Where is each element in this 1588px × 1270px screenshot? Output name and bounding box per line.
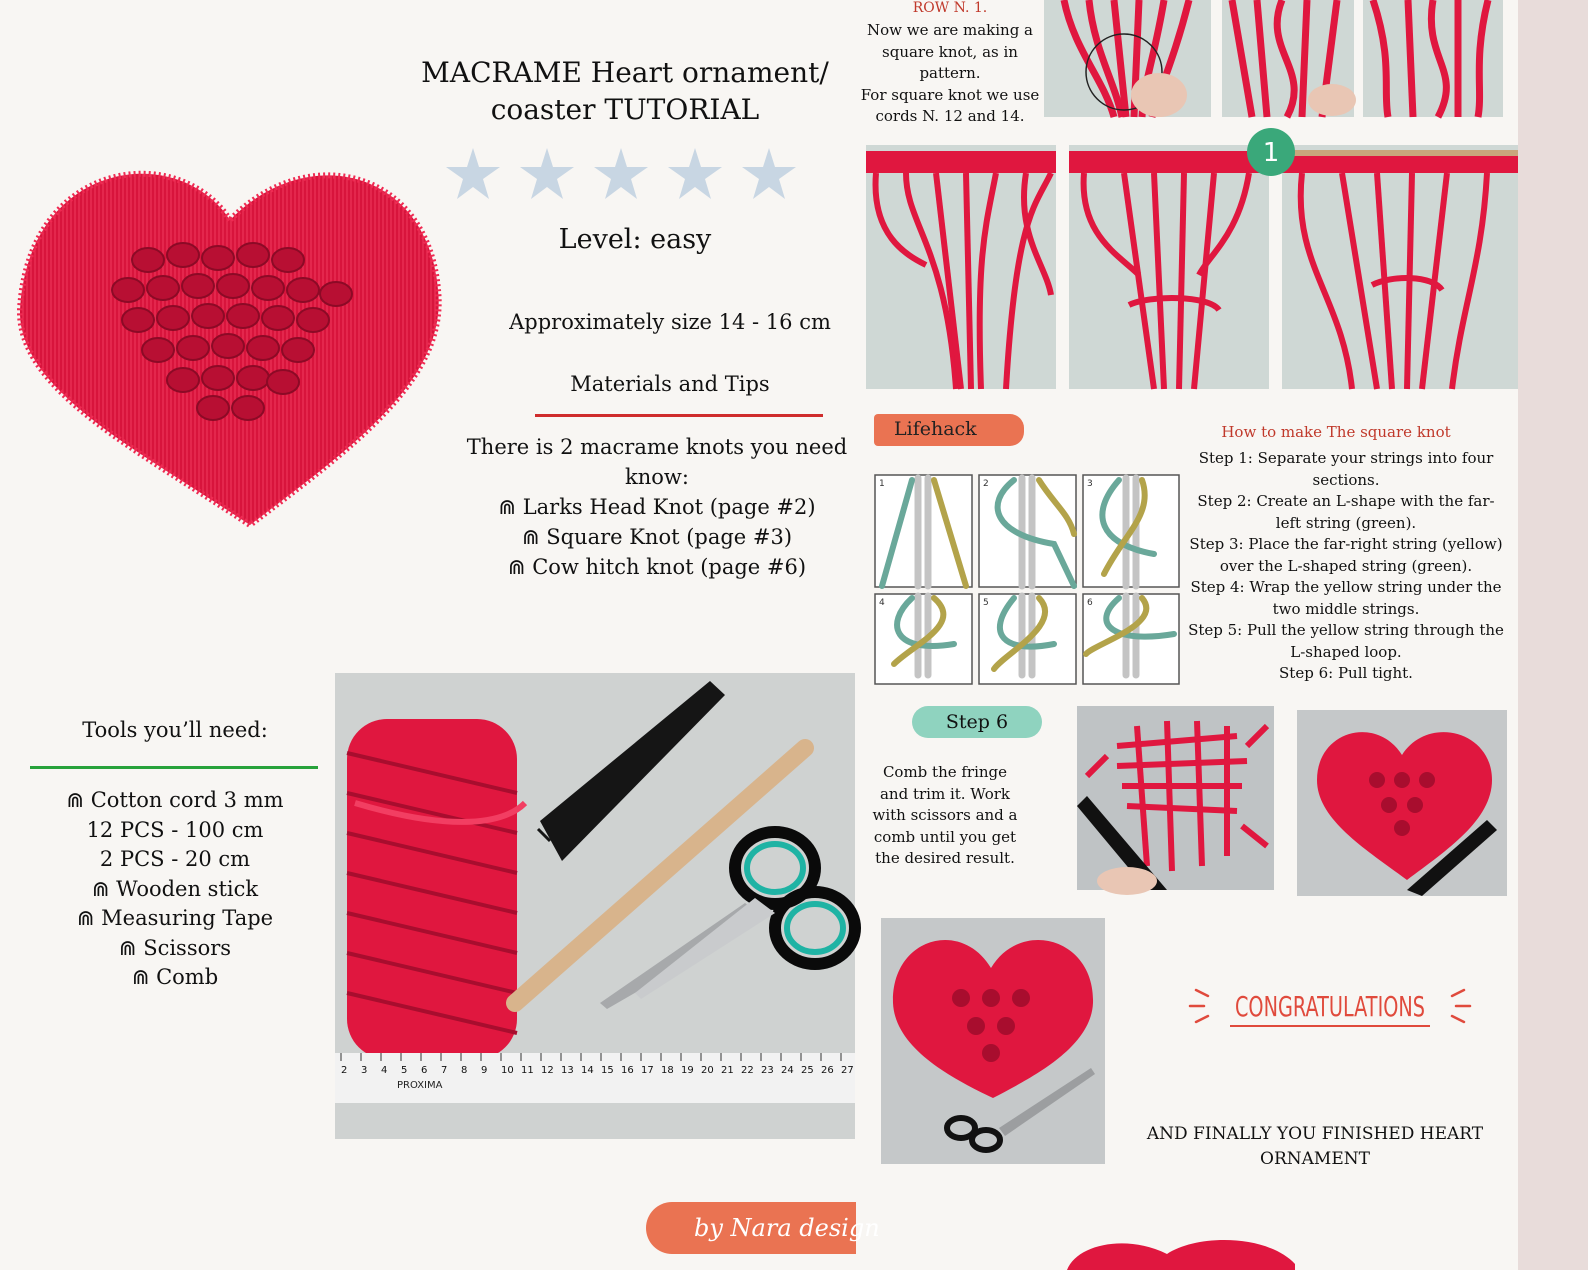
- knot-item: ⋒ Cow hitch knot (page #6): [507, 555, 807, 579]
- tool-item: ⋒ Wooden stick: [91, 876, 259, 901]
- bottom-heart-image: [1067, 1234, 1295, 1270]
- row-text-line: square knot, as in: [882, 42, 1018, 61]
- step6-label: Step 6: [912, 706, 1042, 738]
- knots-intro-2: know:: [625, 465, 689, 489]
- row-text-line: pattern.: [919, 64, 981, 82]
- step-item: Step 5: Pull the yellow string through the L-shaped loop.: [1188, 621, 1504, 661]
- materials-underline: [535, 414, 823, 417]
- step6-text-line: and trim it. Work: [879, 784, 1010, 803]
- star-icon: [594, 148, 648, 199]
- tape-number: 21: [721, 1065, 734, 1076]
- tape-number: 11: [521, 1065, 534, 1076]
- tape-number: 15: [601, 1065, 614, 1076]
- process-photo-2: [1222, 0, 1354, 117]
- page-edge: [1518, 0, 1588, 1270]
- tool-item: ⋒ Measuring Tape: [76, 906, 274, 930]
- lifehack-label: Lifehack: [874, 414, 1024, 446]
- tape-number: 10: [501, 1065, 514, 1076]
- tools-photo: [335, 673, 855, 1139]
- tape-number: 7: [441, 1065, 448, 1076]
- step-item: Step 4: Wrap the yellow string under the two middle strings.: [1190, 578, 1502, 618]
- tool-item: 12 PCS - 100 cm: [86, 817, 264, 842]
- title-line-1: MACRAME Heart ornament/: [421, 56, 829, 89]
- page-title: [420, 54, 830, 128]
- tape-number: 20: [701, 1065, 714, 1076]
- tape-number: 25: [801, 1065, 814, 1076]
- tool-item: ⋒ Comb: [131, 965, 219, 989]
- step6-text-line: with scissors and a: [872, 806, 1018, 824]
- star-icon: [742, 148, 796, 199]
- finished-text: [1140, 1122, 1490, 1172]
- tape-brand: PROXIMA: [397, 1080, 443, 1091]
- size-text: Approximately size 14 - 16 cm: [509, 310, 831, 334]
- process-photo-6: [1282, 145, 1518, 389]
- row-title: ROW N. 1.: [912, 0, 988, 16]
- knots-list: [462, 432, 852, 582]
- knots-intro-1: There is 2 macrame knots you need: [466, 435, 848, 459]
- rating-stars: [446, 146, 806, 208]
- step-badge: [1247, 128, 1295, 176]
- signature-badge: by Nara design: [646, 1202, 856, 1254]
- step6-text-line: the desired result.: [875, 849, 1015, 867]
- diagram-number: 2: [983, 479, 989, 489]
- difficulty-level: Level: easy: [558, 224, 712, 255]
- tape-number: 23: [761, 1065, 774, 1076]
- tape-number: 16: [621, 1065, 634, 1076]
- trimmed-heart-photo-2: [881, 918, 1105, 1164]
- knot-item: ⋒ Square Knot (page #3): [521, 525, 793, 549]
- knot-item: ⋒ Larks Head Knot (page #2): [498, 495, 816, 519]
- tape-number: 2: [341, 1065, 348, 1076]
- star-icon: [446, 148, 500, 199]
- square-knot-steps: [1186, 448, 1506, 682]
- title-line-2: coaster TUTORIAL: [490, 93, 760, 126]
- congratulations-text: CONGRATULATIONS: [1235, 990, 1425, 1023]
- cord-roll-image: [347, 719, 525, 1059]
- congratulations-banner: [1190, 976, 1470, 1042]
- trimmed-heart-photo-1: [1297, 710, 1507, 896]
- tape-number: 8: [461, 1065, 468, 1076]
- step6-instructions: [870, 762, 1020, 870]
- row-text-line: Now we are making a: [866, 21, 1034, 39]
- row-text-line: For square knot we use: [860, 85, 1040, 104]
- tape-number: 3: [361, 1065, 368, 1076]
- tool-item: ⋒ Scissors: [118, 935, 232, 960]
- howto-title: How to make The square knot: [1221, 423, 1451, 441]
- tape-number: 18: [661, 1065, 674, 1076]
- process-photo-3: [1363, 0, 1503, 117]
- step-item: Step 1: Separate your strings into four sections.: [1198, 449, 1494, 489]
- tape-number: 6: [421, 1065, 428, 1076]
- tape-number: 12: [541, 1065, 554, 1076]
- process-photo-1: [1044, 0, 1211, 117]
- star-icon: [520, 148, 574, 199]
- combing-photo: [1077, 706, 1274, 890]
- heart-ornament-image: [18, 150, 443, 530]
- tape-number: 26: [821, 1065, 834, 1076]
- star-icon: [668, 148, 722, 199]
- finished-line: ORNAMENT: [1260, 1149, 1370, 1169]
- finished-line: AND FINALLY YOU FINISHED HEART: [1146, 1124, 1484, 1144]
- step-item: Step 2: Create an L-shape with the far-left string (green).: [1197, 492, 1495, 532]
- row-text-line: cords N. 12 and 14.: [875, 107, 1025, 125]
- tape-number: 22: [741, 1065, 754, 1076]
- tape-number: 13: [561, 1065, 574, 1076]
- row-instructions: [860, 20, 1040, 128]
- step6-text-line: Comb the fringe: [882, 763, 1008, 781]
- process-photo-5: [1069, 145, 1269, 389]
- tools-underline: [30, 766, 318, 769]
- tool-item: 2 PCS - 20 cm: [99, 847, 251, 871]
- tape-number: 27: [841, 1065, 854, 1076]
- measuring-tape-image: [335, 1053, 855, 1103]
- diagram-number: 5: [983, 598, 989, 608]
- tape-number: 17: [641, 1065, 654, 1076]
- step-item: Step 6: Pull tight.: [1279, 664, 1413, 682]
- diagram-number: 4: [879, 598, 885, 608]
- diagram-number: 1: [879, 479, 885, 489]
- tape-number: 14: [581, 1065, 594, 1076]
- diagram-number: 6: [1087, 598, 1093, 608]
- diagram-number: 3: [1087, 479, 1093, 489]
- tape-number: 9: [481, 1065, 488, 1076]
- process-photo-4: [866, 145, 1056, 389]
- tape-number: 24: [781, 1065, 794, 1076]
- tape-number: 19: [681, 1065, 694, 1076]
- tools-list: [30, 786, 320, 993]
- step-badge-number: 1: [1262, 138, 1280, 168]
- square-knot-diagram: [874, 474, 1180, 675]
- tool-item: ⋒ Cotton cord 3 mm: [66, 788, 284, 812]
- step6-text-line: comb until you get: [873, 827, 1017, 846]
- tools-heading: Tools you’ll need:: [82, 718, 268, 742]
- tape-number: 4: [381, 1065, 388, 1076]
- step-item: Step 3: Place the far-right string (yellow) over the L-shaped string (green).: [1189, 535, 1503, 575]
- scissors-image: [600, 832, 855, 1009]
- tape-number: 5: [401, 1065, 408, 1076]
- materials-heading: Materials and Tips: [570, 372, 770, 396]
